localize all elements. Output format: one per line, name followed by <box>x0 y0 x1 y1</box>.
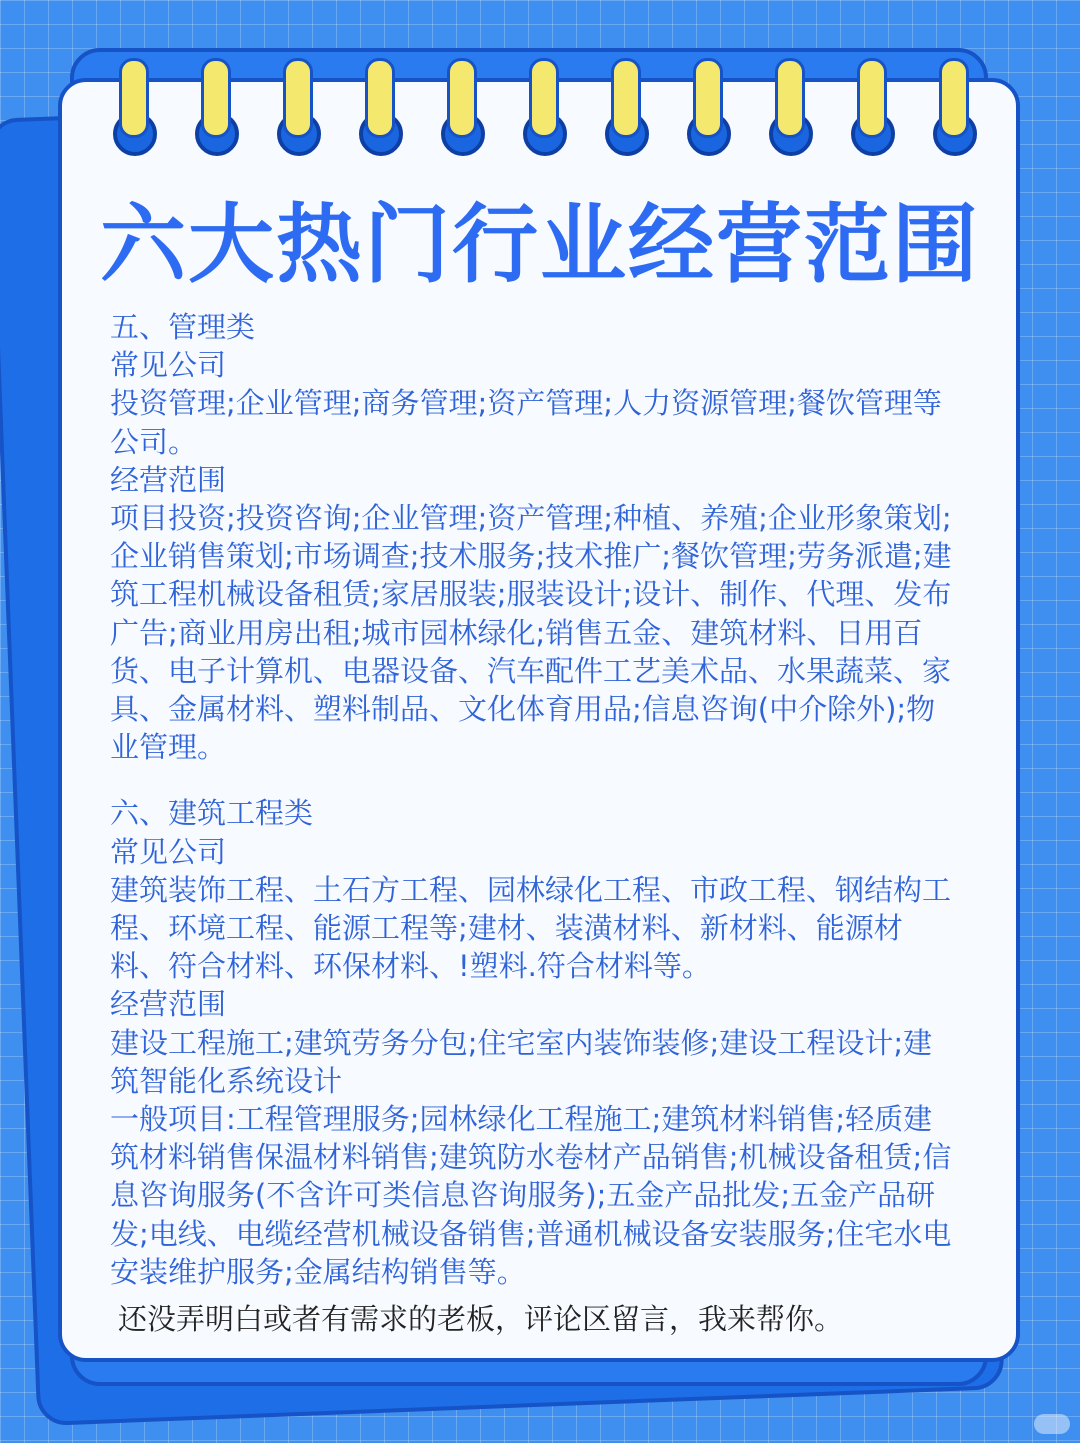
binding-ring <box>356 58 406 154</box>
binding-ring <box>192 58 242 154</box>
companies-text-construction: 建筑装饰工程、土石方工程、园林绿化工程、市政工程、钢结构工程、环境工程、能源工程等;建材、装潢材料、新材料、能源材料、符合材料、环保材料、!塑料.符合材料等。 <box>110 872 952 984</box>
binding-ring-bar <box>693 58 723 138</box>
binding-ring-bar <box>365 58 395 138</box>
companies-label-management: 常见公司 <box>110 348 227 383</box>
scope-text-construction: 建设工程施工;建筑劳务分包;住宅室内装饰装修;建设工程设计;建筑智能化系统设计 <box>110 1025 933 1098</box>
scope-text-construction-general: 一般项目:工程管理服务;园林绿化工程施工;建筑材料销售;轻质建筑材料销售保温材料销售;建筑防水卷材产品销售;机械设备租赁;信息咨询服务(不含许可类信息咨询服务);五金产品批发;五金产品研发;电线、电缆经营机械设备销售;普通机械设备安装服务;住宅水电安装维护服务;金属结构销售等。 <box>110 1102 952 1289</box>
companies-text-management: 投资管理;企业管理;商务管理;资产管理;人力资源管理;餐饮管理等公司。 <box>110 386 942 459</box>
section-heading-management: 五、管理类 <box>110 310 256 344</box>
binding-ring <box>602 58 652 154</box>
scope-label-construction: 经营范围 <box>110 987 227 1022</box>
binding-ring <box>684 58 734 154</box>
binding-ring-bar <box>611 58 641 138</box>
footer-note: 还没弄明白或者有需求的老板，评论区留言，我来帮你。 <box>118 1302 844 1336</box>
binding-ring <box>930 58 980 154</box>
binding-ring-bar <box>857 58 887 138</box>
binding-ring-bar <box>529 58 559 138</box>
binding-ring <box>520 58 570 154</box>
binding-ring <box>848 58 898 154</box>
binding-ring <box>274 58 324 154</box>
section-heading-construction: 六、建筑工程类 <box>110 796 314 831</box>
watermark-badge <box>1034 1414 1070 1434</box>
binding-ring <box>110 58 160 154</box>
binding-ring-bar <box>119 58 149 138</box>
binding-ring-bar <box>775 58 805 138</box>
binding-ring <box>766 58 816 154</box>
binding-ring-bar <box>201 58 231 138</box>
scope-text-management: 项目投资;投资咨询;企业管理;资产管理;种植、养殖;企业形象策划;企业销售策划;市场调查;技术服务;技术推广;餐饮管理;劳务派遣;建筑工程机械设备租赁;家居服装;服装设计;设计、制作、代理、发布广告;商业用房出租;城市园林绿化;销售五金、建筑材料、日用百货、电子计算机、电器设备、汽车配件工艺美术品、水果蔬菜、家具、金属材料、塑料制品、文化体育用品;信息咨询(中介除外);物业管理。 <box>110 501 952 765</box>
companies-label-construction: 常见公司 <box>110 834 227 869</box>
binding-ring-bar <box>283 58 313 138</box>
binding-ring-bar <box>447 58 477 138</box>
page-title: 六大热门行业经营范围 <box>100 195 980 295</box>
scope-label-management: 经营范围 <box>110 462 227 497</box>
content-body <box>110 308 960 1291</box>
binding-ring <box>438 58 488 154</box>
binding-ring-bar <box>939 58 969 138</box>
section-gap <box>110 766 960 794</box>
